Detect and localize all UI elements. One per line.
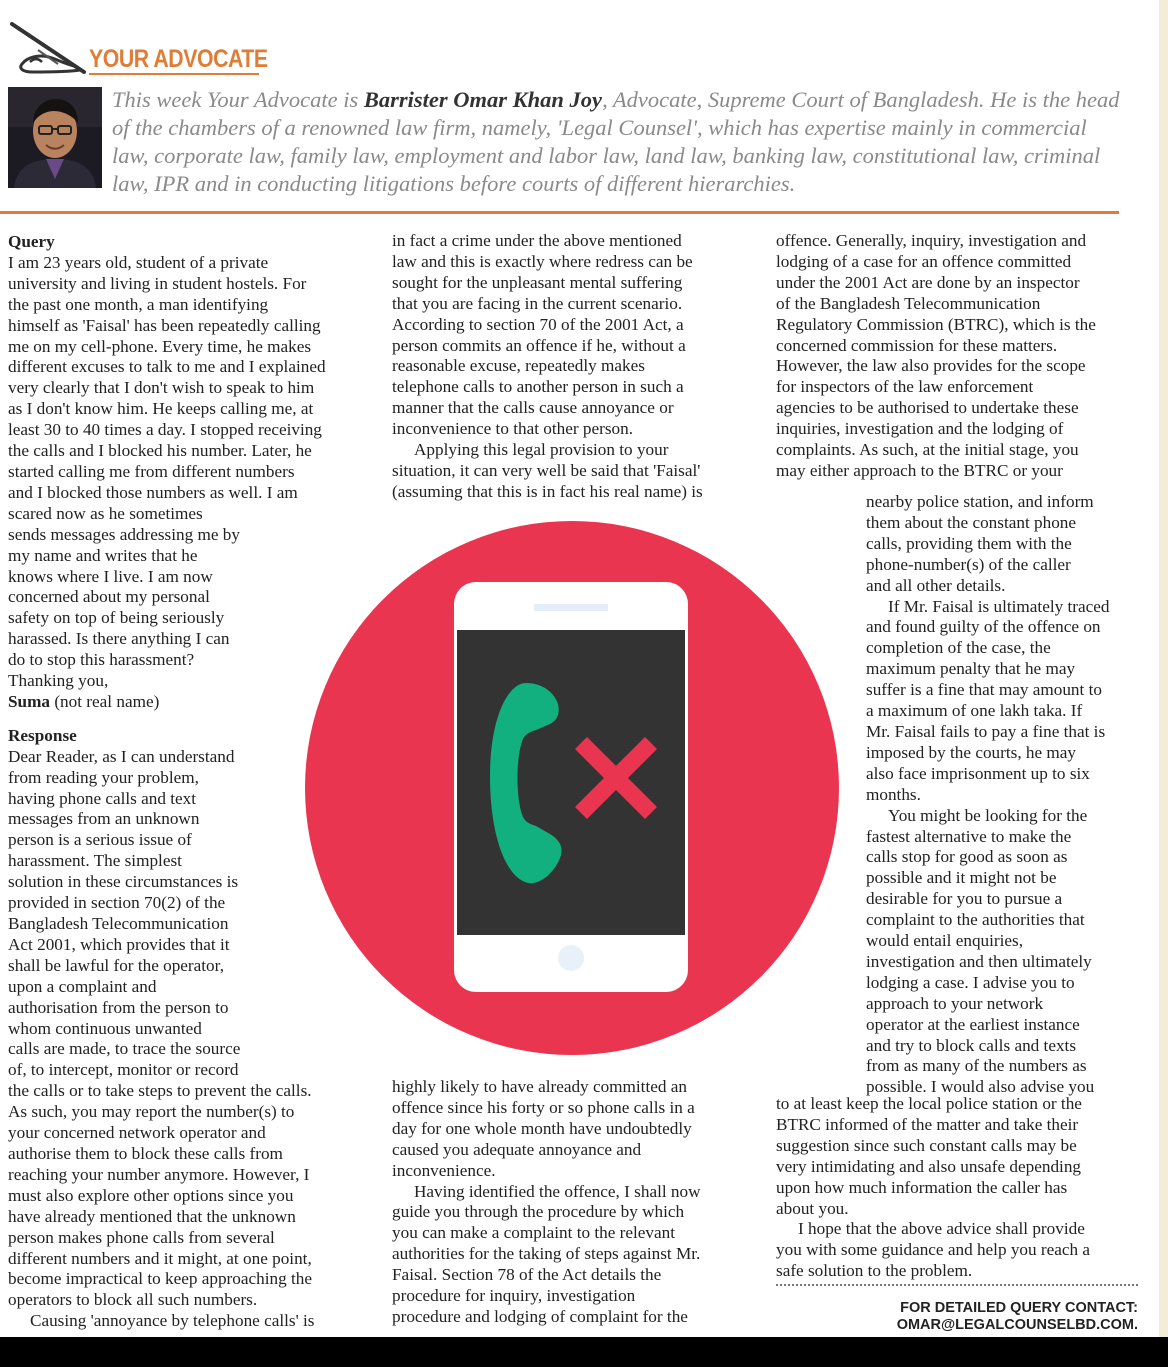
text-line: upon how much information the caller has xyxy=(776,1177,1068,1197)
text-line: that you are facing in the current scenario. xyxy=(392,293,683,313)
text-line: least 30 to 40 times a day. I stopped receiving xyxy=(8,420,322,440)
text-line: situation, it can very well be said that 'Faisal' xyxy=(392,460,701,480)
text-line: harassment. The simplest xyxy=(8,851,182,871)
text-line: provided in section 70(2) of the xyxy=(8,893,226,913)
text-line: my name and writes that he xyxy=(8,545,198,565)
text-line: agencies to be authorised to undertake these xyxy=(776,398,1079,418)
text-line: reaching your number anymore. However, I xyxy=(8,1164,310,1184)
text-line: may either approach to the BTRC or your xyxy=(776,460,1063,480)
text-line: me on my cell-phone. Every time, he makes xyxy=(8,336,312,356)
text-line: and try to block calls and texts xyxy=(866,1035,1077,1055)
text-line: Bangladesh Telecommunication xyxy=(8,914,229,933)
text-line: as I don't know him. He keeps calling me, at xyxy=(8,399,314,419)
text-line: According to section 70 of the 2001 Act, a xyxy=(392,314,684,334)
column-2-top xyxy=(392,231,760,503)
author-intro: This week Your Advocate is Barrister Omar Khan Joy, Advocate, Supreme Court of Bangladesh. He is the head of the chambers of a renowned law firm, namely, 'Legal Counsel', which has expertise mainly in commercial law, corporate law, family law, employment and labor law, land law, banking law, constitutional law, criminal law, IPR and in conducting litigations before courts of different hierarchies. xyxy=(112,87,1120,196)
text-line: become impractical to keep approaching the xyxy=(8,1269,312,1289)
text-line: manner that the calls cause annoyance or xyxy=(392,398,674,418)
response-heading: Response xyxy=(8,725,77,745)
text-line: As such, you may report the number(s) to xyxy=(8,1102,295,1122)
text-line: Having identified the offence, I shall now xyxy=(414,1181,701,1201)
text-line: possible and it might not be xyxy=(866,868,1057,888)
text-line: Applying this legal provision to your xyxy=(414,440,669,460)
text-line: of, to intercept, monitor or record xyxy=(8,1060,239,1080)
text-line: safe solution to the problem. xyxy=(776,1261,973,1281)
text-line: and I blocked those numbers as well. I am xyxy=(8,482,298,502)
text-line: procedure for inquiry, investigation xyxy=(392,1286,636,1306)
section-title: YOUR ADVOCATE xyxy=(89,45,268,73)
text-line: Mr. Faisal fails to pay a fine that is xyxy=(866,721,1106,741)
text-line: different numbers and it might, at one point, xyxy=(8,1248,312,1268)
contact-label: FOR DETAILED QUERY CONTACT: xyxy=(900,1300,1138,1316)
text-line: operator at the earliest instance xyxy=(866,1014,1080,1034)
text-line: law and this is exactly where redress can be xyxy=(392,251,693,271)
text-line: However, the law also provides for the scope xyxy=(776,356,1086,376)
phone-speaker xyxy=(534,604,608,611)
text-line: shall be lawful for the operator, xyxy=(8,955,224,975)
text-line: desirable for you to pursue a xyxy=(866,889,1063,909)
text-line: Thanking you, xyxy=(8,671,109,691)
text-line: inconvenience to that other person. xyxy=(392,419,634,439)
text-line: authorities for the taking of steps against Mr. xyxy=(392,1244,701,1264)
text-line: concerned about my personal xyxy=(8,587,210,607)
text-line: I am 23 years old, student of a private xyxy=(8,252,269,272)
text-line: the calls and I blocked his number. Later, he xyxy=(8,441,312,461)
phone-home-button xyxy=(558,945,584,971)
text-line: I hope that the above advice shall provide xyxy=(798,1219,1085,1239)
text-line: very intimidating and also unsafe depending xyxy=(776,1156,1082,1176)
column-3-bottom xyxy=(776,1094,1142,1282)
text-line: BTRC informed of the matter and take their xyxy=(776,1114,1079,1134)
text-line: your concerned network operator and xyxy=(8,1123,266,1143)
column-3-middle xyxy=(866,492,1146,1098)
text-line: would entail enquiries, xyxy=(866,931,1024,951)
text-line: phone-number(s) of the caller xyxy=(866,554,1071,574)
text-line: operators to block all such numbers. xyxy=(8,1290,258,1310)
text-line: sought for the unpleasant mental suffering xyxy=(392,272,683,292)
text-line: Faisal. Section 78 of the Act details the xyxy=(392,1265,662,1285)
text-line: safety on top of being seriously xyxy=(8,608,225,628)
dotted-separator xyxy=(776,1284,1138,1289)
text-line: person is a serious issue of xyxy=(8,830,192,850)
text-line: upon a complaint and xyxy=(8,976,157,996)
text-line: inquiries, investigation and the lodging of xyxy=(776,419,1064,439)
text-line: person makes phone calls from several xyxy=(8,1227,275,1247)
text-line: sends messages addressing me by xyxy=(8,524,240,544)
text-line: to at least keep the local police station or the xyxy=(776,1094,1082,1113)
contact-email[interactable]: OMAR@LEGALCOUNSELBD.COM. xyxy=(896,1317,1138,1333)
text-line: offence since his forty or so phone calls in a xyxy=(392,1097,695,1117)
text-line: about you. xyxy=(776,1198,849,1218)
text-line: telephone calls to another person in such a xyxy=(392,377,684,397)
text-line: also face imprisonment up to six xyxy=(866,763,1090,783)
text-line: person commits an offence if he, without a xyxy=(392,335,686,355)
author-name: Barrister Omar Khan Joy xyxy=(363,87,603,112)
text-line: university and living in student hostels. For xyxy=(8,273,307,293)
text-line: (assuming that this is in fact his real name) is xyxy=(392,481,703,501)
author-portrait xyxy=(8,87,102,188)
text-line: guide you through the procedure by which xyxy=(392,1202,685,1222)
text-line: of the Bangladesh Telecommunication xyxy=(776,293,1041,313)
text-line: from as many of the numbers as xyxy=(866,1056,1087,1076)
text-line: fastest alternative to make the xyxy=(866,826,1072,846)
column-3-top xyxy=(776,231,1142,482)
text-line: calls, providing them with the xyxy=(866,533,1072,553)
text-line: must also explore other options since you xyxy=(8,1185,294,1205)
text-line: a maximum of one lakh taka. If xyxy=(866,701,1083,721)
text-line: calls stop for good as soon as xyxy=(866,847,1068,867)
signature: Suma (not real name) xyxy=(8,691,160,711)
text-line: do to stop this harassment? xyxy=(8,650,195,670)
text-line: harassed. Is there anything I can xyxy=(8,629,230,649)
text-line: have already mentioned that the unknown xyxy=(8,1206,296,1226)
text-line: and all other details. xyxy=(866,575,1006,595)
text-line: and found guilty of the offence on xyxy=(866,617,1101,637)
text-line: Regulatory Commission (BTRC), which is the xyxy=(776,314,1096,334)
text-line: suffer is a fine that may amount to xyxy=(866,680,1102,700)
text-line: complaints. As such, at the initial stage, you xyxy=(776,440,1079,460)
phone-call-blocked-icon xyxy=(302,518,842,1058)
text-line: investigation and then ultimately xyxy=(866,951,1092,971)
bottom-black-bar xyxy=(0,1337,1168,1367)
text-line: scared now as he sometimes xyxy=(8,503,203,523)
text-line: approach to your network xyxy=(866,993,1044,1013)
text-line: having phone calls and text xyxy=(8,788,197,808)
text-line: them about the constant phone xyxy=(866,512,1077,532)
text-line: suggestion since such constant calls may be xyxy=(776,1135,1077,1155)
text-line: authorise them to block these calls from xyxy=(8,1143,283,1163)
text-line: for inspectors of the law enforcement xyxy=(776,377,1034,397)
text-line: you can make a complaint to the relevant xyxy=(392,1223,676,1243)
pen-hand-icon xyxy=(8,20,92,76)
text-line: inconvenience. xyxy=(392,1160,496,1180)
text-line: You might be looking for the xyxy=(888,805,1088,825)
column-2-bottom xyxy=(392,1077,760,1328)
text-line: the calls or to take steps to prevent the calls. xyxy=(8,1081,312,1101)
text-line: Causing 'annoyance by telephone calls' is xyxy=(30,1311,315,1331)
text-line: lodging of a case for an offence committed xyxy=(776,251,1072,271)
text-line: offence. Generally, inquiry, investigation and xyxy=(776,231,1087,250)
text-line: completion of the case, the xyxy=(866,638,1051,658)
text-line: months. xyxy=(866,784,921,804)
text-line: If Mr. Faisal is ultimately traced xyxy=(888,596,1110,616)
text-line: messages from an unknown xyxy=(8,809,200,829)
text-line: knows where I live. I am now xyxy=(8,566,213,586)
text-line: different excuses to talk to me and I explained xyxy=(8,357,326,377)
contact-block xyxy=(776,1300,1138,1334)
text-line: authorisation from the person to xyxy=(8,997,229,1017)
text-line: complaint to the authorities that xyxy=(866,910,1085,930)
text-line: calls are made, to trace the source xyxy=(8,1039,241,1059)
text-line: reasonable excuse, repeatedly makes xyxy=(392,356,645,376)
query-heading: Query xyxy=(8,232,55,251)
text-line: whom continuous unwanted xyxy=(8,1018,202,1038)
text-line: maximum penalty that he may xyxy=(866,659,1076,679)
text-line: you with some guidance and help you reach a xyxy=(776,1240,1091,1260)
text-line: very clearly that I don't wish to speak to him xyxy=(8,378,315,398)
text-line: solution in these circumstances is xyxy=(8,872,239,892)
text-line: from reading your problem, xyxy=(8,767,199,787)
page-edge-strip xyxy=(1159,0,1168,1367)
text-line: possible. I would also advise you xyxy=(866,1077,1095,1097)
text-line: Dear Reader, as I can understand xyxy=(8,746,235,766)
text-line: under the 2001 Act are done by an inspector xyxy=(776,272,1080,292)
text-line: started calling me from different numbers xyxy=(8,461,295,481)
header-divider xyxy=(0,211,1119,214)
text-line: caused you adequate annoyance and xyxy=(392,1139,642,1159)
text-line: the past one month, a man identifying xyxy=(8,294,269,314)
text-line: lodging a case. I advise you to xyxy=(866,972,1075,992)
text-line: day for one whole month have undoubtedly xyxy=(392,1118,692,1138)
text-line: procedure and lodging of complaint for the xyxy=(392,1306,688,1326)
text-line: in fact a crime under the above mentioned xyxy=(392,231,682,250)
text-line: Act 2001, which provides that it xyxy=(8,934,230,954)
text-line: nearby police station, and inform xyxy=(866,492,1094,511)
text-line: highly likely to have already committed an xyxy=(392,1077,687,1096)
title-underline xyxy=(89,73,259,75)
text-line: himself as 'Faisal' has been repeatedly calling xyxy=(8,315,321,335)
text-line: imposed by the courts, he may xyxy=(866,742,1077,762)
text-line: concerned commission for these matters. xyxy=(776,335,1058,355)
